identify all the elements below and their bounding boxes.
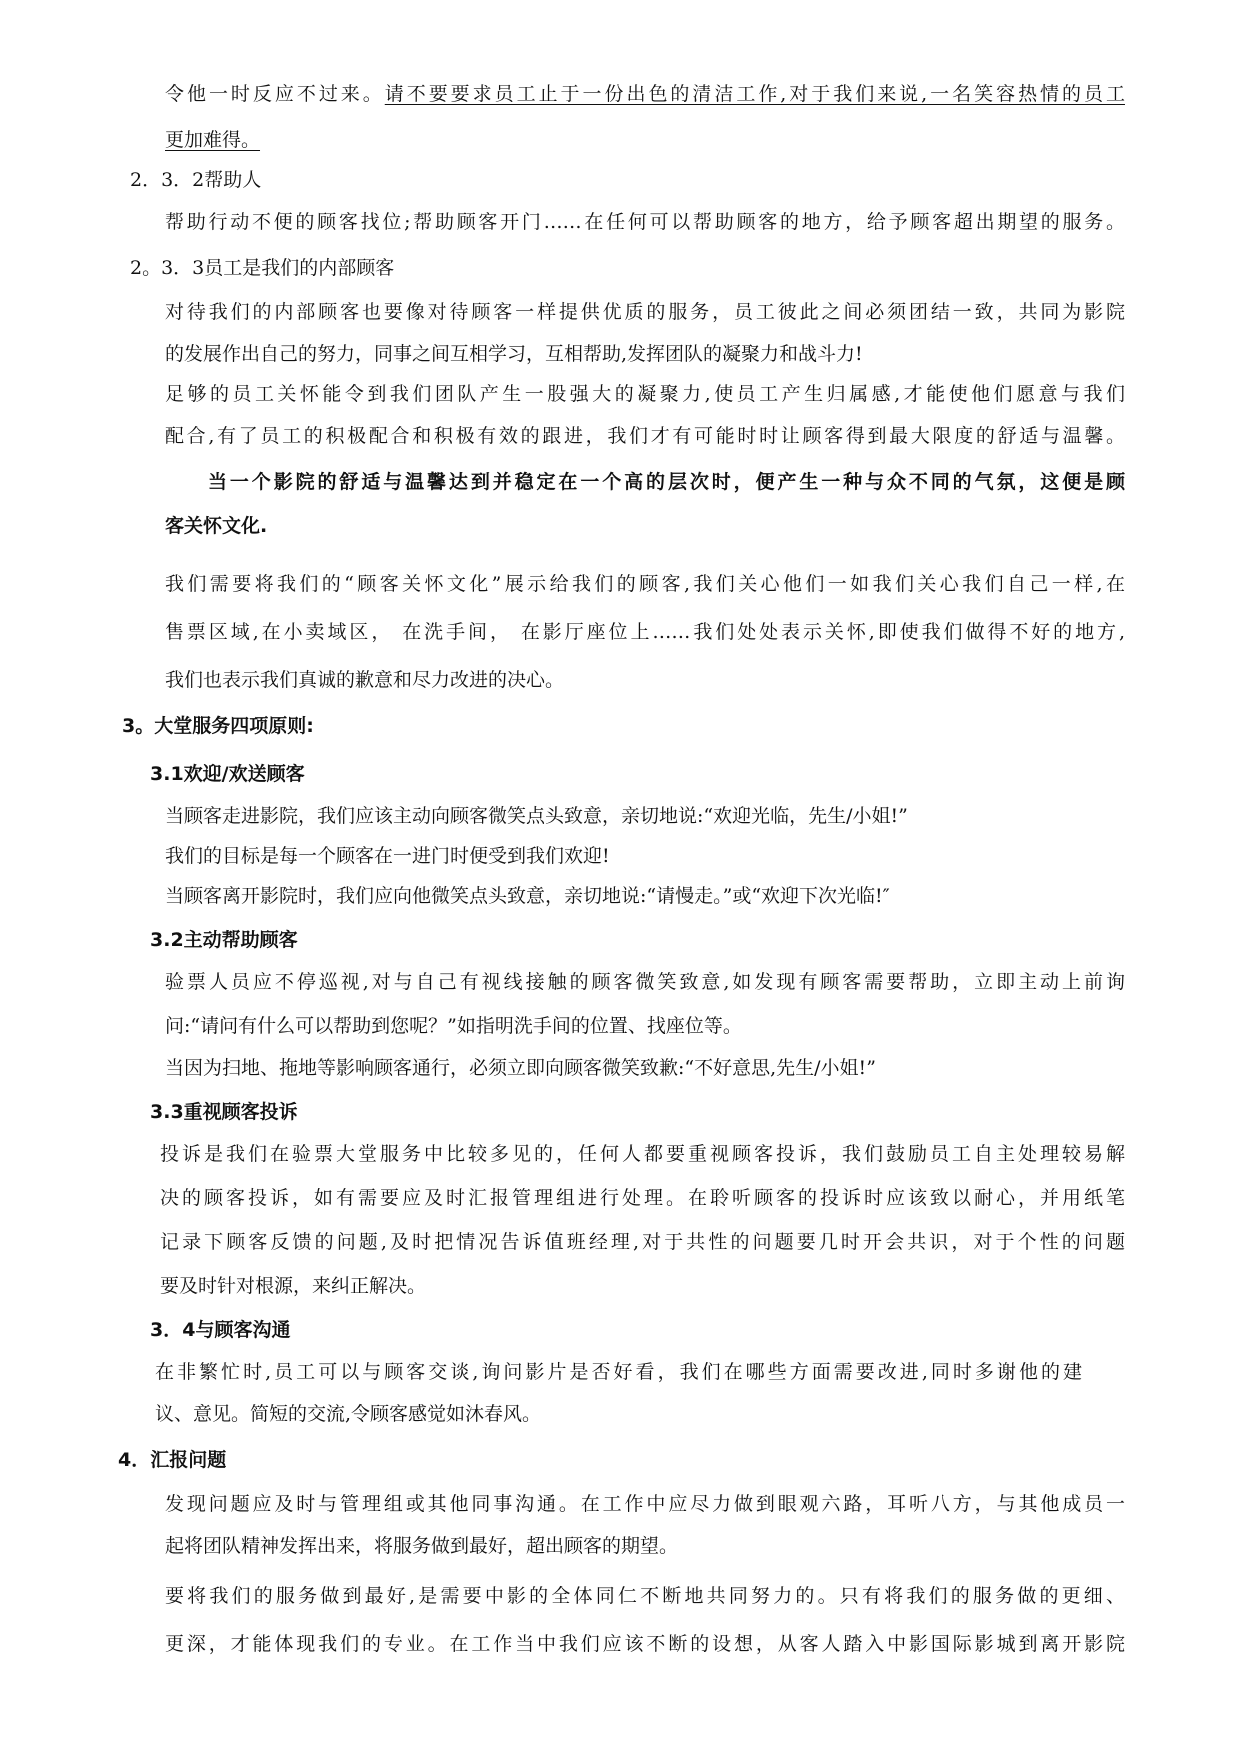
paragraph-line: 帮助行动不便的顾客找位;帮助顾客开门……在任何可以帮助顾客的地方，给予顾客超出期望的服务。 <box>165 211 1125 233</box>
section-heading-2-3-3: 2。3．3员工是我们的内部顾客 <box>130 257 395 279</box>
paragraph-line: 我们的目标是每一个顾客在一进门时便受到我们欢迎! <box>165 845 610 867</box>
paragraph-line: 当顾客走进影院，我们应该主动向顾客微笑点头致意，亲切地说:“欢迎光临，先生/小姐!” <box>165 805 908 827</box>
bold-statement-line: 当一个影院的舒适与温馨达到并稳定在一个高的层次时，便产生一种与众不同的气氛，这便是顾 <box>208 471 1125 493</box>
section-heading-3-3: 3.3重视顾客投诉 <box>150 1101 298 1123</box>
paragraph-line <box>165 128 260 152</box>
paragraph-line: 更深，才能体现我们的专业。在工作当中我们应该不断的设想，从客人踏入中影国际影城到离开影院 <box>165 1633 1125 1655</box>
paragraph-line: 要及时针对根源，来纠正解决。 <box>160 1275 427 1297</box>
bold-statement-line: 客关怀文化. <box>165 515 268 537</box>
paragraph-line: 要将我们的服务做到最好,是需要中影的全体同仁不断地共同努力的。只有将我们的服务做的更细、 <box>165 1585 1125 1607</box>
section-heading-3: 3。大堂服务四项原则: <box>122 715 314 737</box>
paragraph-line: 的发展作出自己的努力，同事之间互相学习，互相帮助,发挥团队的凝聚力和战斗力! <box>165 343 863 365</box>
paragraph-line: 售票区域,在小卖域区， 在洗手间， 在影厅座位上……我们处处表示关怀,即使我们做得不好的地方, <box>165 621 1125 643</box>
paragraph-line: 足够的员工关怀能令到我们团队产生一股强大的凝聚力,使员工产生归属感,才能使他们愿意与我们 <box>165 383 1125 405</box>
paragraph-line: 验票人员应不停巡视,对与自己有视线接触的顾客微笑致意,如发现有顾客需要帮助，立即主动上前询 <box>165 971 1125 993</box>
section-heading-3-2: 3.2主动帮助顾客 <box>150 929 298 951</box>
paragraph-line: 对待我们的内部顾客也要像对待顾客一样提供优质的服务，员工彼此之间必须团结一致，共同为影院 <box>165 301 1125 323</box>
paragraph-line: 当顾客离开影院时，我们应向他微笑点头致意，亲切地说:“请慢走。”或“欢迎下次光临!″ <box>165 885 890 907</box>
paragraph-line: 起将团队精神发挥出来，将服务做到最好，超出顾客的期望。 <box>165 1535 679 1557</box>
section-heading-3-1: 3.1欢迎/欢送顾客 <box>150 763 305 785</box>
paragraph-line: 投诉是我们在验票大堂服务中比较多见的，任何人都要重视顾客投诉，我们鼓励员工自主处理较易解 <box>160 1143 1125 1165</box>
paragraph-line: 在非繁忙时,员工可以与顾客交谈,询问影片是否好看，我们在哪些方面需要改进,同时多谢他的建 <box>155 1361 1082 1383</box>
paragraph-line: 问:“请问有什么可以帮助到您呢？”如指明洗手间的位置、找座位等。 <box>165 1015 742 1037</box>
section-heading-4: 4．汇报问题 <box>118 1449 227 1471</box>
section-heading-3-4: 3．4与顾客沟通 <box>150 1319 291 1341</box>
paragraph-line: 议、意见。简短的交流,令顾客感觉如沐春风。 <box>155 1403 542 1425</box>
paragraph-line: 我们也表示我们真诚的歉意和尽力改进的决心。 <box>165 669 565 691</box>
section-heading-2-3-2: 2．3．2帮助人 <box>130 169 262 191</box>
text-run: 令他一时反应不过来。 <box>165 83 385 105</box>
paragraph-line <box>165 82 1125 106</box>
paragraph-line: 发现问题应及时与管理组或其他同事沟通。在工作中应尽力做到眼观六路，耳听八方，与其他成员一 <box>165 1493 1125 1515</box>
paragraph-line: 记录下顾客反馈的问题,及时把情况告诉值班经理,对于共性的问题要几时开会共识，对于个性的问题 <box>160 1231 1125 1253</box>
paragraph-line: 决的顾客投诉，如有需要应及时汇报管理组进行处理。在聆听顾客的投诉时应该致以耐心，并用纸笔 <box>160 1187 1125 1209</box>
underlined-text: 更加难得。 <box>165 129 261 151</box>
paragraph-line: 当因为扫地、拖地等影响顾客通行，必须立即向顾客微笑致歉:“不好意思,先生/小姐!” <box>165 1057 876 1079</box>
underlined-text: 请不要要求员工止于一份出色的清洁工作,对于我们来说,一名笑容热情的员工 <box>384 83 1125 105</box>
paragraph-line: 配合,有了员工的积极配合和积极有效的跟进，我们才有可能时时让顾客得到最大限度的舒适与温馨。 <box>165 425 1125 447</box>
paragraph-line: 我们需要将我们的“顾客关怀文化”展示给我们的顾客,我们关心他们一如我们关心我们自己一样,在 <box>165 573 1125 595</box>
